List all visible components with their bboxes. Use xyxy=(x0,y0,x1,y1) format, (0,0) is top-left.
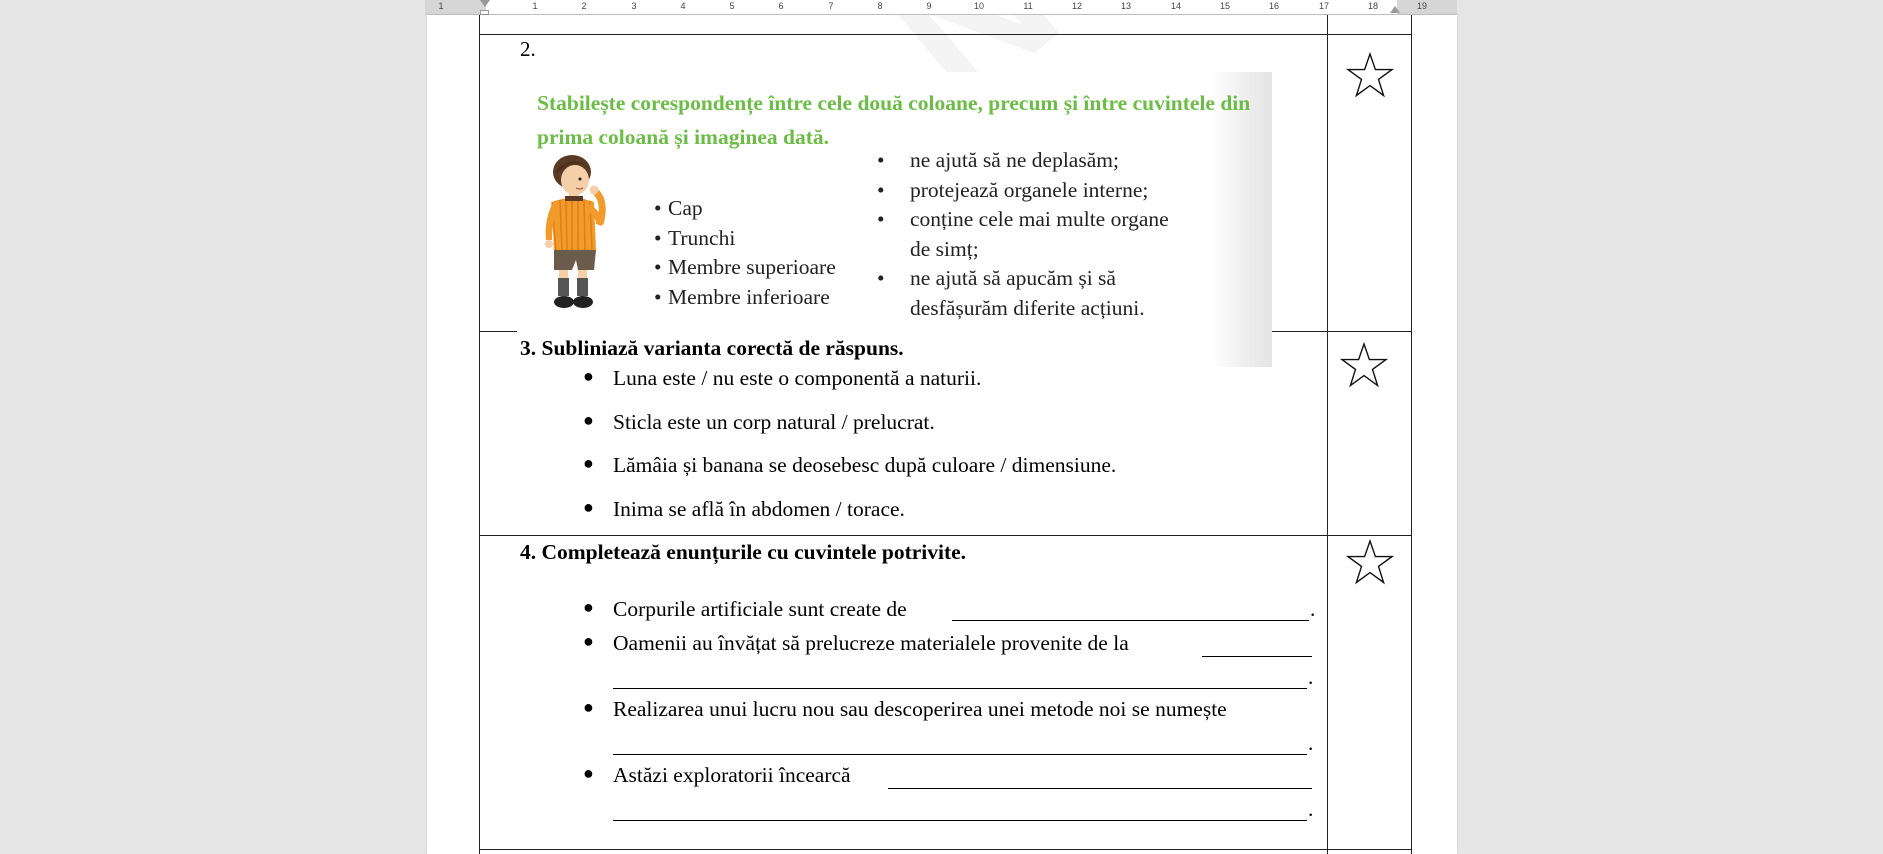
boy-illustration xyxy=(532,152,620,324)
ruler-number: 5 xyxy=(729,1,735,11)
textbook-image xyxy=(517,72,1272,367)
list-item-text: Membre superioare xyxy=(668,255,836,279)
fill-in-blank-line[interactable] xyxy=(613,820,1307,821)
ruler-number: 6 xyxy=(778,1,784,11)
bullet: • xyxy=(654,284,662,309)
ruler-number: 1 xyxy=(438,1,444,11)
ruler-number: 13 xyxy=(1120,1,1131,11)
list-item-text: Trunchi xyxy=(668,225,736,250)
period: . xyxy=(1308,731,1314,755)
table-column-divider xyxy=(1327,15,1328,854)
ruler-number: 18 xyxy=(1367,1,1378,11)
bullet: ● xyxy=(583,597,594,617)
list-item xyxy=(654,194,836,224)
fill-in-blank-line[interactable] xyxy=(888,788,1312,789)
ruler-number: 11 xyxy=(1023,1,1033,11)
ruler-number: 17 xyxy=(1318,1,1329,11)
document-page[interactable] xyxy=(427,15,1457,854)
list-item xyxy=(877,176,1169,206)
list-item-text: ne ajută să ne deplasăm; xyxy=(910,148,1119,172)
period: . xyxy=(1308,797,1314,821)
list-item xyxy=(654,283,836,313)
list-item xyxy=(877,146,1169,176)
bullet: ● xyxy=(583,497,594,517)
ruler-number: 14 xyxy=(1170,1,1181,11)
task2-instruction: Stabilește corespondențe între cele două coloane, precum și între cuvintele din prima coloană și imaginea dată. xyxy=(537,91,1251,149)
list-item-text: Sticla este un corp natural / prelucrat. xyxy=(613,410,935,434)
bullet: ● xyxy=(583,631,594,651)
ruler-number: 3 xyxy=(631,1,637,11)
bullet: • xyxy=(654,225,662,250)
list-item-text: Corpurile artificiale sunt create de xyxy=(613,597,907,621)
ruler-number: 19 xyxy=(1416,1,1427,11)
bullet: ● xyxy=(583,453,594,473)
ruler-number: 1 xyxy=(532,1,538,11)
bullet: ● xyxy=(583,366,594,386)
list-item-text: ne ajută să apucăm și să xyxy=(910,266,1116,290)
list-item xyxy=(877,205,1169,235)
table-row-border xyxy=(479,849,1412,850)
table-row-border xyxy=(479,535,1412,536)
right-indent-marker[interactable] xyxy=(1390,6,1400,13)
task3-title: 3. Subliniază varianta corectă de răspuns. xyxy=(520,336,904,360)
list-item-text: Oamenii au învățat să prelucreze materialele provenite de la xyxy=(613,631,1129,655)
list-item xyxy=(654,253,836,283)
task2-number: 2. xyxy=(520,37,536,61)
star-icon[interactable] xyxy=(1346,539,1394,585)
period: . xyxy=(1308,665,1314,689)
ruler-number: 7 xyxy=(828,1,834,11)
list-item-text: conține cele mai multe organe xyxy=(910,207,1169,231)
list-item-text: protejează organele interne; xyxy=(910,177,1149,202)
star-icon[interactable] xyxy=(1340,342,1388,388)
fill-in-blank-line[interactable] xyxy=(613,754,1307,755)
list-item-continuation: de simț; xyxy=(910,236,979,261)
list-item xyxy=(654,224,836,254)
list-item-text: Lămâia și banana se deosebesc după culoare / dimensiune. xyxy=(613,453,1117,477)
list-item-text: Realizarea unui lucru nou sau descoperirea unei metode noi se numește xyxy=(613,697,1227,721)
star-icon[interactable] xyxy=(1346,52,1394,98)
fill-in-blank-line[interactable] xyxy=(1202,656,1312,657)
bullet: • xyxy=(654,196,662,220)
horizontal-ruler[interactable] xyxy=(425,0,1457,15)
functions-list xyxy=(877,146,1169,323)
list-item-continuation: desfășurăm diferite acțiuni. xyxy=(910,295,1145,320)
bullet: • xyxy=(877,177,885,202)
ruler-number: 9 xyxy=(926,1,932,11)
fill-in-blank-line[interactable] xyxy=(613,688,1307,689)
ruler-number: 8 xyxy=(877,1,883,11)
task4-title: 4. Completează enunțurile cu cuvintele potrivite. xyxy=(520,540,967,564)
bullet: ● xyxy=(583,410,594,430)
table-border-right xyxy=(1411,15,1412,854)
bullet: • xyxy=(877,148,885,172)
fill-in-blank-line[interactable] xyxy=(952,620,1309,621)
task2-cell xyxy=(480,35,1327,331)
list-item-text: Luna este / nu este o componentă a naturii. xyxy=(613,366,982,390)
period: . xyxy=(1310,597,1316,621)
ruler-number: 16 xyxy=(1268,1,1279,11)
list-item-text: Astăzi exploratorii încearcă xyxy=(613,763,851,787)
first-line-indent-marker[interactable] xyxy=(480,0,490,7)
bullet: • xyxy=(877,266,885,290)
ruler-number: 12 xyxy=(1071,1,1082,11)
list-item-text: Cap xyxy=(668,196,703,220)
list-item xyxy=(877,264,1169,294)
ruler-number: 2 xyxy=(581,1,587,11)
list-item-text: Membre inferioare xyxy=(668,284,830,309)
bullet: • xyxy=(654,255,662,279)
ruler-number: 10 xyxy=(973,1,984,11)
list-item-text: Inima se află în abdomen / torace. xyxy=(613,497,905,521)
body-parts-list xyxy=(654,194,836,312)
ruler-number: 4 xyxy=(680,1,686,11)
ruler-number: 15 xyxy=(1219,1,1230,11)
bullet: ● xyxy=(583,763,594,783)
bullet: • xyxy=(877,207,885,231)
bullet: ● xyxy=(583,697,594,717)
